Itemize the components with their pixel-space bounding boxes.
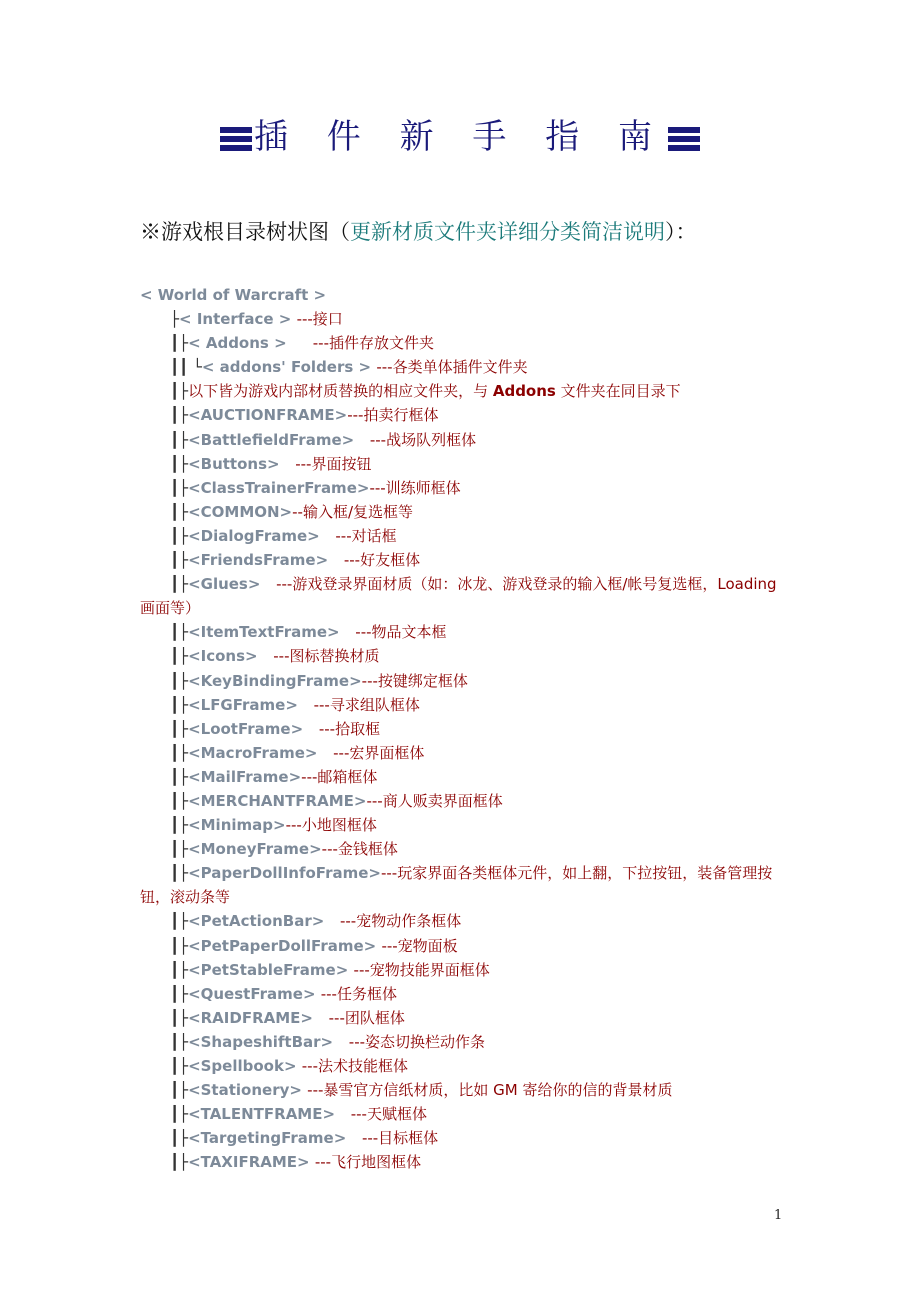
tree-branch: ┃├ <box>170 912 189 931</box>
folder-name: <Glues> <box>188 575 277 594</box>
tree-item-row <box>140 500 790 524</box>
tree-items <box>140 403 790 1174</box>
tree-branch: ┃├ <box>170 430 189 449</box>
tree-item-row <box>140 524 790 548</box>
tree-item-row <box>140 934 790 958</box>
tree-item-row <box>140 1054 790 1078</box>
tree-branch: ┃├ <box>170 478 189 497</box>
folder-description: ---暴雪官方信纸材质，比如 GM 寄给你的信的背景材质 <box>307 1081 673 1100</box>
section-heading <box>140 216 697 246</box>
tree-branch: ┃├ <box>170 454 189 473</box>
document-title-text: 插 件 新 手 指 南 <box>253 117 667 157</box>
tree-branch: ┃├ <box>170 719 189 738</box>
tree-root-name: < World of Warcraft > <box>140 286 327 304</box>
tree-branch: ┃├ <box>170 334 189 353</box>
folder-name: <MoneyFrame> <box>188 840 322 859</box>
tree-branch: ┃├ <box>170 695 189 714</box>
folder-name: <QuestFrame> <box>188 984 321 1003</box>
tree-item-row <box>140 428 790 452</box>
folder-name: <PetActionBar> <box>188 912 340 931</box>
title-decoration-left <box>220 127 252 151</box>
tree-item-row <box>140 452 790 476</box>
tree-branch: ┃├ <box>170 984 189 1003</box>
folder-name: <TAXIFRAME> <box>188 1153 315 1172</box>
folder-description: ---目标框体 <box>361 1129 439 1148</box>
page-number: 1 <box>774 1208 783 1223</box>
tree-branch: ┃├ <box>170 1008 189 1027</box>
folder-description: ---金钱框体 <box>321 840 398 859</box>
folder-description: ---飞行地图框体 <box>314 1153 422 1172</box>
tree-item-row <box>140 717 790 741</box>
title-decoration-right <box>668 127 700 151</box>
folder-description: ---物品文本框 <box>355 623 447 642</box>
tree-item-row <box>140 765 790 789</box>
folder-name: <FriendsFrame> <box>188 551 344 570</box>
tree-item-row <box>140 982 790 1006</box>
tree-row-note <box>140 379 790 403</box>
folder-name: <TargetingFrame> <box>188 1129 362 1148</box>
tree-branch: ┃├ <box>170 551 189 570</box>
tree-root <box>140 283 790 307</box>
tree-branch: ┃├ <box>170 960 189 979</box>
tree-item-row <box>140 789 790 813</box>
folder-description: ---图标替换材质 <box>273 647 380 666</box>
tree-item-row <box>140 837 790 861</box>
tree-branch: ┃├ <box>170 526 189 545</box>
tree-item-row <box>140 620 790 644</box>
folder-description: ---宠物动作条框体 <box>339 912 462 931</box>
folder-name: <RAIDFRAME> <box>188 1008 329 1027</box>
folder-name: < Addons > <box>188 334 313 353</box>
folder-description: ---邮箱框体 <box>301 767 378 786</box>
tree-branch: ┃├ <box>170 840 189 859</box>
folder-description: ---团队框体 <box>328 1008 405 1027</box>
folder-name: <Icons> <box>188 647 274 666</box>
folder-description: ---好友框体 <box>343 551 421 570</box>
tree-branch: ┃┃ └ <box>170 358 202 377</box>
tree-branch: ┃├ <box>170 647 189 666</box>
tree-row-interface <box>140 307 790 331</box>
folder-name: <AUCTIONFRAME> <box>188 406 348 425</box>
folder-name: <BattlefieldFrame> <box>188 430 370 449</box>
tree-item-row <box>140 1126 790 1150</box>
section-heading-highlight: 更新材质文件夹详细分类简洁说明 <box>350 220 665 244</box>
tree-item-row <box>140 476 790 500</box>
tree-branch: ┃├ <box>170 1081 189 1100</box>
folder-description: ---天赋框体 <box>350 1105 427 1124</box>
tree-branch: ┃├ <box>170 406 189 425</box>
folder-description: ---各类单体插件文件夹 <box>376 358 528 377</box>
tree-item-row <box>140 1006 790 1030</box>
folder-description: ---宏界面框体 <box>333 743 425 762</box>
directory-tree <box>140 283 790 1174</box>
folder-name: <TALENTFRAME> <box>188 1105 351 1124</box>
folder-name: <Minimap> <box>188 816 286 835</box>
folder-description: ---法术技能框体 <box>301 1057 408 1075</box>
tree-item-row <box>140 861 790 909</box>
tree-branch: ┃├ <box>170 1153 189 1172</box>
tree-row-addon-folders <box>140 355 790 379</box>
tree-branch: ┃├ <box>170 382 189 401</box>
folder-description: ---拾取框 <box>318 719 381 738</box>
tree-item-row <box>140 403 790 427</box>
tree-branch: ┃├ <box>170 767 189 786</box>
folder-description: ---战场队列框体 <box>369 430 477 449</box>
tree-branch: ┃├ <box>170 502 189 521</box>
folder-name: <DialogFrame> <box>188 526 336 545</box>
folder-description: ---寻求组队框体 <box>313 695 420 714</box>
tree-branch: ├ <box>170 310 180 329</box>
tree-item-row <box>140 1078 790 1102</box>
folder-description: ---插件存放文件夹 <box>312 334 434 353</box>
section-heading-prefix: ※游戏根目录树状图（ <box>140 220 350 244</box>
tree-item-row <box>140 548 790 572</box>
folder-description: ---宠物面板 <box>381 936 458 955</box>
tree-row-addons <box>140 331 790 355</box>
tree-branch: ┃├ <box>170 1032 189 1051</box>
folder-name: <PetStableFrame> <box>188 960 354 979</box>
tree-item-row <box>140 693 790 717</box>
tree-item-row <box>140 958 790 982</box>
folder-name: <Buttons> <box>188 454 296 473</box>
tree-branch: ┃├ <box>170 1105 189 1124</box>
tree-item-row <box>140 572 790 620</box>
note-bold-text: Addons <box>492 382 556 401</box>
folder-description: ---商人贩卖界面框体 <box>366 791 503 810</box>
folder-name: < addons' Folders > <box>201 358 377 377</box>
tree-branch: ┃├ <box>170 791 189 810</box>
folder-name: <Spellbook> <box>188 1057 302 1075</box>
folder-description: ---玩家界面各类框体元件，如上翻，下拉按钮，装备管理按钮，滚动条等 <box>140 864 773 907</box>
folder-description: ---按键绑定框体 <box>361 671 468 690</box>
tree-branch: ┃├ <box>170 623 189 642</box>
tree-item-row <box>140 644 790 668</box>
folder-name: <COMMON> <box>188 502 293 521</box>
folder-description: ---训练师框体 <box>369 478 461 497</box>
tree-branch: ┃├ <box>170 743 189 762</box>
note-text: 以下皆为游戏内部材质替换的相应文件夹，与 <box>188 382 493 401</box>
tree-branch: ┃├ <box>170 671 189 690</box>
tree-branch: ┃├ <box>170 936 189 955</box>
tree-branch: ┃├ <box>170 864 189 883</box>
folder-description: --输入框/复选框等 <box>292 502 414 521</box>
tree-item-row <box>140 1102 790 1126</box>
note-text: 文件夹在同目录下 <box>555 382 681 401</box>
folder-name: <LootFrame> <box>188 719 319 738</box>
folder-name: <MERCHANTFRAME> <box>188 791 367 810</box>
tree-item-row <box>140 813 790 837</box>
folder-name: <PetPaperDollFrame> <box>188 936 382 955</box>
section-heading-suffix: ）： <box>665 220 697 244</box>
document-title <box>0 112 920 162</box>
tree-item-row <box>140 741 790 765</box>
folder-name: <KeyBindingFrame> <box>188 671 362 690</box>
folder-description: ---游戏登录界面材质（如：冰龙、游戏登录的输入框/帐号复选框，Loading 画面等） <box>140 575 777 618</box>
tree-item-row <box>140 1030 790 1054</box>
folder-name: <MailFrame> <box>188 767 302 786</box>
tree-branch: ┃├ <box>170 816 189 835</box>
tree-item-row <box>140 669 790 693</box>
tree-branch: ┃├ <box>170 1057 189 1075</box>
tree-item-row <box>140 909 790 933</box>
folder-name: <ClassTrainerFrame> <box>188 478 370 497</box>
folder-description: ---任务框体 <box>320 984 397 1003</box>
folder-description: ---姿态切换栏动作条 <box>348 1032 486 1051</box>
folder-description: ---小地图框体 <box>285 816 377 835</box>
tree-branch: ┃├ <box>170 1129 189 1148</box>
folder-description: ---拍卖行框体 <box>347 406 439 425</box>
tree-branch: ┃├ <box>170 575 189 594</box>
folder-name: <PaperDollInfoFrame> <box>188 864 381 883</box>
folder-description: ---宠物技能界面框体 <box>353 960 490 979</box>
folder-description: ---对话框 <box>335 526 397 545</box>
folder-description: ---界面按钮 <box>295 454 372 473</box>
folder-description: ---接口 <box>296 310 343 329</box>
folder-name: <MacroFrame> <box>188 743 334 762</box>
folder-name: < Interface > <box>179 310 297 329</box>
folder-name: <ItemTextFrame> <box>188 623 356 642</box>
folder-name: <LFGFrame> <box>188 695 314 714</box>
folder-name: <ShapeshiftBar> <box>188 1032 349 1051</box>
folder-name: <Stationery> <box>188 1081 308 1100</box>
tree-item-row <box>140 1150 790 1174</box>
